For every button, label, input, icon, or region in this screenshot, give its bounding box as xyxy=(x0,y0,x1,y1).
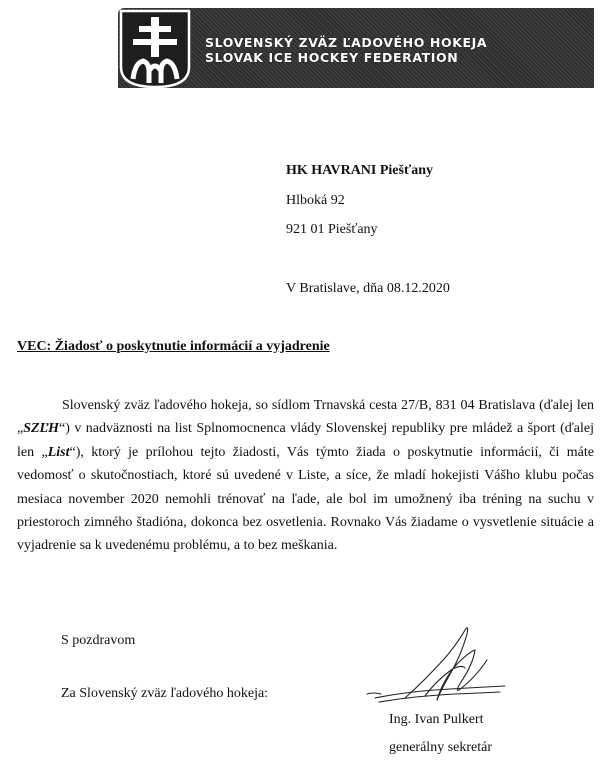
signer-name: Ing. Ivan Pulkert xyxy=(389,712,484,727)
letterhead-title xyxy=(205,35,590,65)
org-name-sk: SLOVENSKÝ ZVÄZ ĽADOVÉHO HOKEJA xyxy=(205,35,488,50)
letter-body xyxy=(17,394,594,558)
letter-subject: VEC: Žiadosť o poskytnutie informácií a vyjadrenie xyxy=(17,339,330,354)
szlh-logo-icon xyxy=(119,9,191,89)
signer-title: generálny sekretár xyxy=(389,740,492,755)
recipient-city: 921 01 Piešťany xyxy=(286,222,378,237)
body-text-part-3: “), ktorý je prílohou tejto žiadosti, Vás týmto žiada o poskytnutie informácií, či máte vedomosť o skutočnostiach, ktoré sú uvedené v Liste, a síce, že mladí hokejisti Vášho klubu počas mesiaca november 2020 nemohli trénovať na ľade, ale bol im umožnený iba tréning na suchu v priestoroch zimného štadióna, dokonca bez osvetlenia. Rovnako Vás žiadame o vysvetlenie situácie a vyjadrenie sa k uvedenému problému, a to bez meškania. xyxy=(17,444,594,554)
greeting: S pozdravom xyxy=(61,633,136,648)
body-text-part-1: Slovenský zväz ľadového hokeja, so sídlom Trnavská cesta 27/B, 831 04 Bratislava (ďalej len „ xyxy=(17,398,594,437)
body-abbreviation-list: List xyxy=(47,444,70,460)
handwritten-signature xyxy=(365,620,510,720)
org-name-en: SLOVAK ICE HOCKEY FEDERATION xyxy=(205,50,459,65)
body-abbreviation-szlh: SZĽH xyxy=(23,421,59,437)
recipient-street: Hlboká 92 xyxy=(286,193,345,208)
body-text-part-2: “) v nadväznosti na list Splnomocnenca vlády Slovenskej republiky pre mládež a šport (ďalej len „ xyxy=(17,421,594,460)
closing-organization: Za Slovenský zväz ľadového hokeja: xyxy=(61,686,269,701)
place-date: V Bratislave, dňa 08.12.2020 xyxy=(286,281,450,296)
recipient-name: HK HAVRANI Piešťany xyxy=(286,163,434,178)
